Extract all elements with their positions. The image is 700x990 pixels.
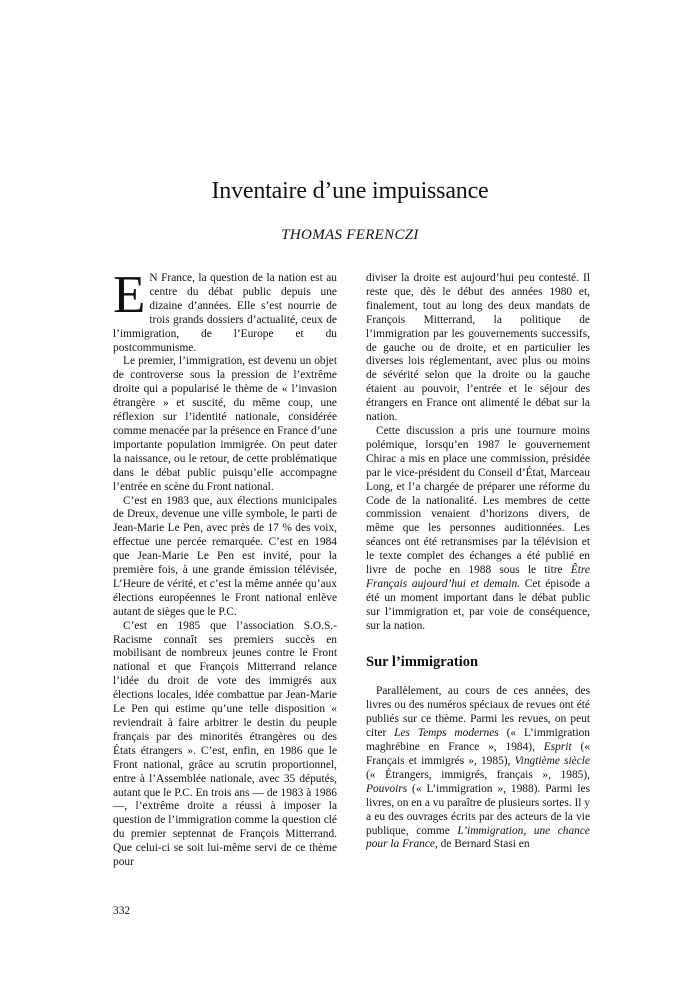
paragraph-commission (366, 425, 590, 634)
right-column (366, 272, 590, 852)
paragraph-1985: C’est en 1985 que l’association S.O.S.-Racisme connaît ses premiers succès en mobilisant de nombreux jeunes contre le Front national et que François Mitterrand relance l’idée du droit de vote des immigrés aux élections locales, idée combattue par Jean-Marie Le Pen qui estime qu’une telle disposition « reviendrait à faire arbitrer le destin du peuple français par des minorités étrangères ou des États étrangers ». C’est, enfin, en 1986 que le Front national, grâce au scrutin proportionnel, entre à l’Assemblée nationale, avec 35 députés, autant que le P.C. En trois ans — de 1983 à 1986 —, l’extrême droite a réussi à imposer la question de l’immigration comme la question clé du premier septennat de François Mitterrand. Que celui-ci se soit lui-même servi de ce thème pour (113, 619, 337, 869)
publications-text-f: , de Bernard Stasi en (434, 838, 530, 851)
article-title: Inventaire d’une impuissance (211, 178, 489, 204)
commission-text-b: Cet épisode a été un moment important dans le débat public sur l’immigration et, par voie de conséquence, sur la nation. (366, 577, 590, 632)
page-number: 332 (113, 905, 131, 917)
paragraph-intro-text: N France, la question de la nation est au centre du débat public depuis une dizaine d’années. Elle s’est nourrie de trois grands dossiers d’actualité, ceux de l’immigration, de l’Europe et du postcommunisme. (113, 272, 337, 354)
paragraph-immigration: Le premier, l’immigration, est devenu un objet de controverse sous la pression de l’extrême droite qui a popularisé le thème de « l’invasion étrangère » et suscité, du même coup, une réflexion sur l’identité nationale, considérée comme menacée par la présence en France d’une importante population immigrée. On peut dater la naissance, ou le retour, de cette problématique dans le débat public puisqu’elle accompagne l’entrée en scène du Front national. (113, 355, 337, 493)
publications-text-c: (« Français et immigrés », 1985), (366, 741, 590, 767)
journal-vingtieme-siecle: Vingtième siècle (514, 755, 590, 767)
publications-text-d: (« Étrangers, immigrés, français », 1985), (366, 768, 590, 781)
paragraph-continuation: diviser la droite est aujourd’hui peu contesté. Il reste que, dès le début des années 1980 et, finalement, tout au long des deux mandats de François Mitterrand, la politique de l’immigration par les gouvernements successifs, de gauche ou de droite, et en particulier les diverses lois réglementant, avec plus ou moins de sévérité selon que la droite ou la gauche étaient au pouvoir, l’entrée et le séjour des étrangers en France ont alimenté le débat sur la nation. (366, 272, 590, 424)
left-column (113, 266, 337, 870)
paragraph-publications (366, 685, 590, 852)
paragraph-intro (113, 266, 337, 355)
article-author: THOMAS FERENCZI (281, 227, 419, 243)
publications-text-e: (« L’immigration », 1988). Parmi les livres, on en a vu paraître de plusieurs sortes. Il y a eu des ouvrages écrits par des acteurs de la vie publique, comme (366, 782, 590, 837)
journal-esprit: Esprit (543, 741, 572, 754)
book-title-immigration-chance: L’immigration, une chance pour la France (366, 824, 590, 851)
publications-text-b: (« L’immigration maghrébine en France », 1984), (366, 727, 590, 754)
journal-pouvoirs: Pouvoirs (366, 782, 408, 795)
drop-cap: E (113, 266, 146, 324)
commission-text-a: Cette discussion a pris une tournure moins polémique, lorsqu’en 1987 le gouvernement Chirac a mis en place une commission, présidée par le vice-président du Conseil d’État, Marceau Long, et l’a chargée de préparer une réforme du Code de la nationalité. Les membres de cette commission venaient d’horizons divers, de même que les personnes auditionnées. Les séances ont été retransmises par la télévision et le texte complet des échanges a été publié en livre de poche en 1988 sous le titre (366, 424, 590, 577)
journal-temps-modernes: Les Temps modernes (394, 727, 499, 740)
publications-text-a: Parallèlement, au cours de ces années, des livres ou des numéros spéciaux de revues ont été publiés sur ce thème. Parmi les revues, on peut citer (366, 685, 590, 740)
section-heading: Sur l’immigration (366, 653, 479, 670)
paragraph-1983: C’est en 1983 que, aux élections municipales de Dreux, devenue une ville symbole, le parti de Jean-Marie Le Pen, avec près de 17 % des voix, effectue une percée remarquée. C’est en 1984 que Jean-Marie Le Pen est invité, pour la première fois, à une grande émission télévisée, L’Heure de vérité, et c’est la même année qu’aux élections européennes le Front national enlève autant de sièges que le P.C. (113, 494, 337, 618)
book-title-etre-francais: Être Français aujourd’hui et demain. (366, 564, 590, 590)
